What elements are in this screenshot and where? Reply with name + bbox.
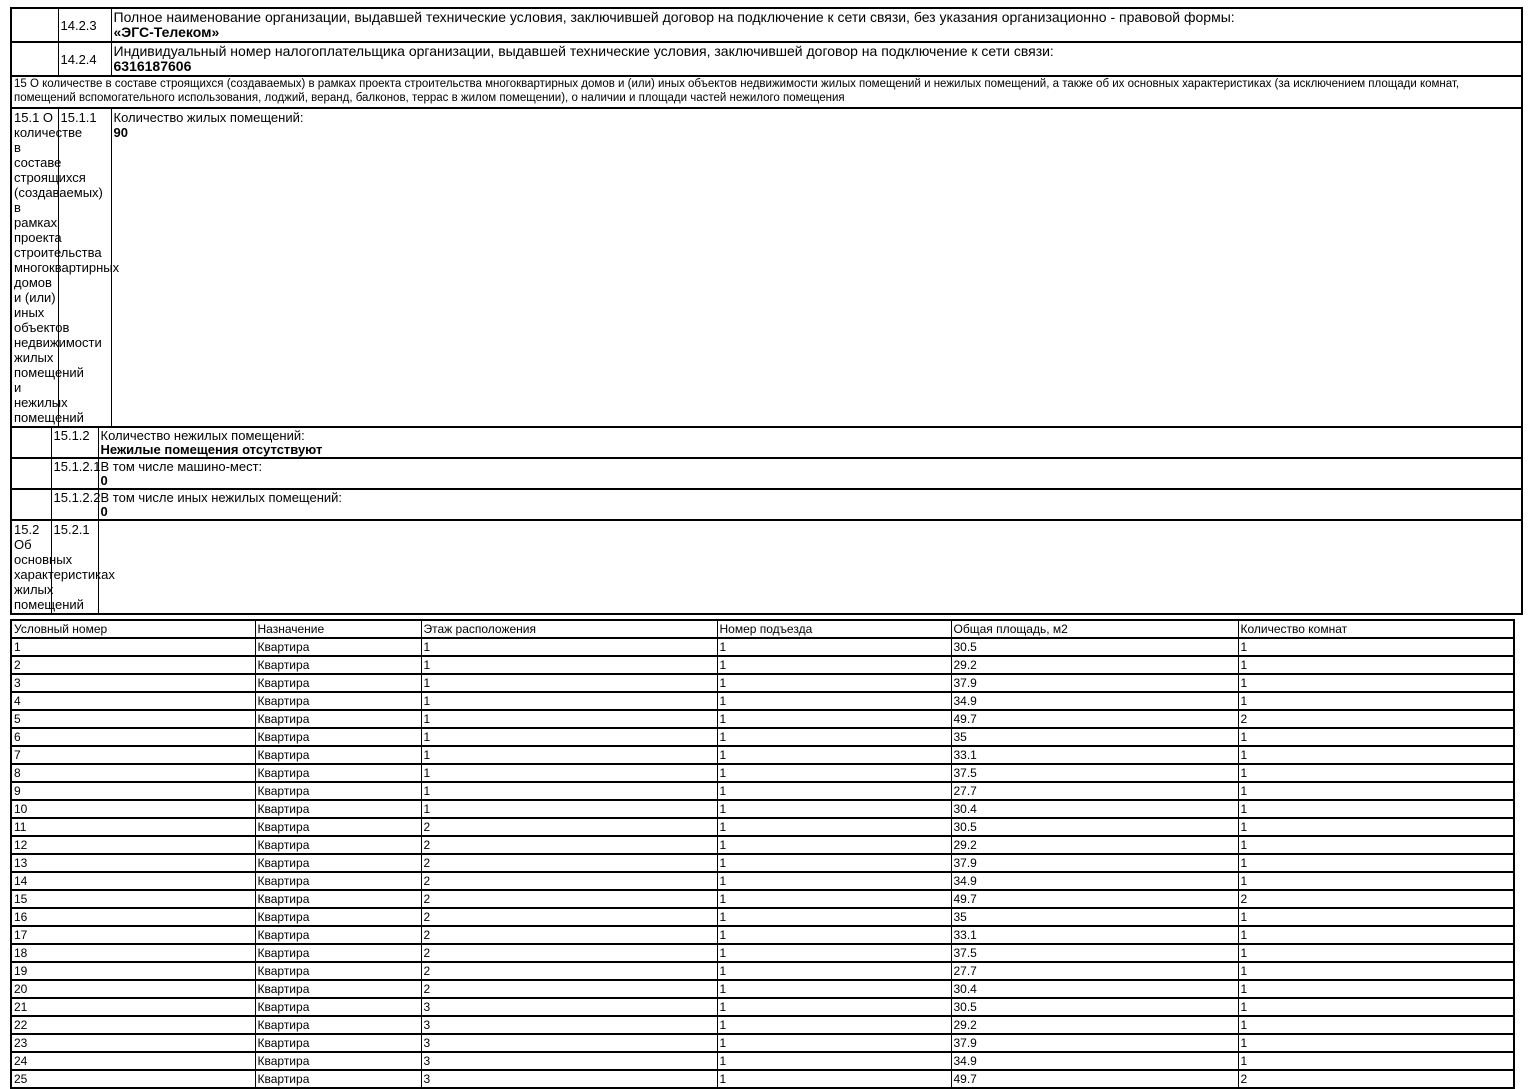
cell: 30.5 <box>951 998 1238 1016</box>
cell: 1 <box>717 710 951 728</box>
cell: 2 <box>421 890 717 908</box>
cell: 1 <box>717 674 951 692</box>
block-15-2-table <box>10 519 1523 615</box>
cell: Квартира <box>255 980 421 998</box>
cell: 16 <box>11 908 255 926</box>
indent-cell <box>11 42 58 76</box>
cell: 1 <box>1238 836 1514 854</box>
table-row <box>11 890 1514 908</box>
cell: 1 <box>717 656 951 674</box>
field-value: 0 <box>100 503 108 519</box>
cell: 1 <box>1238 872 1514 890</box>
cell: 2 <box>421 980 717 998</box>
cell: 2 <box>1238 890 1514 908</box>
indent-cell <box>11 489 51 520</box>
cell: 22 <box>11 1016 255 1034</box>
cell: 1 <box>717 782 951 800</box>
field-label: Индивидуальный номер налогоплательщика организации, выдавшей технические условия, заключившей договор на подключение к сети связи: <box>113 43 1054 59</box>
cell: 1 <box>717 1070 951 1088</box>
cell: 1 <box>1238 638 1514 656</box>
table-row <box>11 818 1514 836</box>
cell: 10 <box>11 800 255 818</box>
field-cell <box>111 42 1522 76</box>
field-label: Количество нежилых помещений: <box>100 428 305 443</box>
table-row-15-1-2-1 <box>11 458 1522 489</box>
cell: 1 <box>717 980 951 998</box>
cell: 37.9 <box>951 854 1238 872</box>
cell: 24 <box>11 1052 255 1070</box>
field-cell <box>98 458 1522 489</box>
cell: 8 <box>11 764 255 782</box>
section-15-heading: 15 О количестве в составе строящихся (создаваемых) в рамках проекта строительства многоквартирных домов и (или) иных объектов недвижимости жилых помещений и нежилых помещений, а также об их основных характеристиках (за исключением площади комнат, помещений вспомогательного использования, лоджий, веранд, балконов, террас в жилом помещении), о наличии и площади частей нежилого помещения <box>10 75 1523 109</box>
cell: 1 <box>1238 998 1514 1016</box>
cell: 37.5 <box>951 764 1238 782</box>
row-code: 15.1.2 <box>51 427 98 458</box>
cell: 1 <box>717 962 951 980</box>
cell: 29.2 <box>951 1016 1238 1034</box>
cell: 2 <box>421 836 717 854</box>
cell: 27.7 <box>951 962 1238 980</box>
table-row <box>11 692 1514 710</box>
cell: Квартира <box>255 1070 421 1088</box>
cell: 34.9 <box>951 692 1238 710</box>
cell: 1 <box>717 926 951 944</box>
table-row <box>11 764 1514 782</box>
cell: 1 <box>421 656 717 674</box>
cell: 1 <box>1238 908 1514 926</box>
table-row <box>11 944 1514 962</box>
table-row-15-1-2-2 <box>11 489 1522 520</box>
table-row <box>11 728 1514 746</box>
cell: 1 <box>421 728 717 746</box>
table-row <box>11 1052 1514 1070</box>
table-row <box>11 638 1514 656</box>
cell: 1 <box>717 728 951 746</box>
empty-content-cell <box>98 520 1522 614</box>
cell: 1 <box>717 872 951 890</box>
cell: 1 <box>1238 656 1514 674</box>
field-cell <box>111 108 1522 427</box>
table-row <box>11 1016 1514 1034</box>
cell: 37.9 <box>951 674 1238 692</box>
cell: 3 <box>421 1052 717 1070</box>
indent-cell <box>11 427 51 458</box>
cell: 2 <box>421 926 717 944</box>
table-row-15-1 <box>11 108 1522 427</box>
table-row <box>11 962 1514 980</box>
table-row <box>11 782 1514 800</box>
cell: 20 <box>11 980 255 998</box>
cell: Квартира <box>255 890 421 908</box>
cell: Квартира <box>255 944 421 962</box>
cell: 2 <box>11 656 255 674</box>
cell: 1 <box>1238 800 1514 818</box>
cell: 3 <box>421 1034 717 1052</box>
cell: 1 <box>717 998 951 1016</box>
table-row <box>11 854 1514 872</box>
cell: 1 <box>1238 854 1514 872</box>
table-row-14-2-4 <box>11 42 1522 76</box>
cell: 33.1 <box>951 746 1238 764</box>
cell: 1 <box>717 1052 951 1070</box>
cell: Квартира <box>255 728 421 746</box>
cell: 1 <box>1238 782 1514 800</box>
cell: 1 <box>717 908 951 926</box>
cell: 30.4 <box>951 800 1238 818</box>
field-value: 90 <box>113 125 128 140</box>
cell: Квартира <box>255 872 421 890</box>
row-code: 14.2.4 <box>58 42 111 76</box>
column-header: Условный номер <box>11 620 255 638</box>
column-header: Этаж расположения <box>421 620 717 638</box>
section-14-table <box>10 7 1523 77</box>
cell: 1 <box>717 638 951 656</box>
cell: 3 <box>11 674 255 692</box>
cell: 12 <box>11 836 255 854</box>
cell: Квартира <box>255 926 421 944</box>
cell: 1 <box>1238 674 1514 692</box>
column-header: Количество комнат <box>1238 620 1514 638</box>
cell: 2 <box>421 818 717 836</box>
table-row <box>11 836 1514 854</box>
cell: 15 <box>11 890 255 908</box>
cell: 34.9 <box>951 872 1238 890</box>
cell: 25 <box>11 1070 255 1088</box>
cell: 1 <box>421 710 717 728</box>
cell: 1 <box>421 746 717 764</box>
table-row <box>11 998 1514 1016</box>
field-value: 6316187606 <box>113 58 192 74</box>
cell: 1 <box>717 944 951 962</box>
field-label: В том числе иных нежилых помещений: <box>100 490 343 505</box>
cell: 3 <box>421 998 717 1016</box>
cell: 1 <box>717 890 951 908</box>
table-row <box>11 908 1514 926</box>
cell: Квартира <box>255 638 421 656</box>
cell: 1 <box>1238 1016 1514 1034</box>
field-label: Полное наименование организации, выдавшей технические условия, заключившей договор на подключение к сети связи, без указания организационно - правовой формы: <box>113 9 1235 25</box>
cell: 1 <box>717 746 951 764</box>
cell: 4 <box>11 692 255 710</box>
cell: 29.2 <box>951 656 1238 674</box>
cell: 27.7 <box>951 782 1238 800</box>
cell: Квартира <box>255 962 421 980</box>
cell: 1 <box>421 782 717 800</box>
cell: Квартира <box>255 908 421 926</box>
table-row <box>11 746 1514 764</box>
row-code: 14.2.3 <box>58 8 111 42</box>
row-code: 15.1.2.1 <box>51 458 98 489</box>
side-label: 15.1 О количестве в составе строящихся (создаваемых) в рамках проекта строительства многоквартирных домов и (или) иных объектов недвижимости жилых помещений и нежилых помещений <box>14 110 120 425</box>
cell: Квартира <box>255 710 421 728</box>
cell: 1 <box>717 818 951 836</box>
apartments-table <box>10 619 1515 1089</box>
table-row <box>11 1034 1514 1052</box>
cell: 1 <box>1238 728 1514 746</box>
block-15-1-table <box>10 107 1523 428</box>
cell: 21 <box>11 998 255 1016</box>
cell: Квартира <box>255 656 421 674</box>
cell: 2 <box>1238 710 1514 728</box>
cell: 29.2 <box>951 836 1238 854</box>
cell: Квартира <box>255 782 421 800</box>
table-row-14-2-3 <box>11 8 1522 42</box>
table-row <box>11 710 1514 728</box>
indent-cell <box>11 8 58 42</box>
cell: 11 <box>11 818 255 836</box>
cell: Квартира <box>255 818 421 836</box>
field-cell <box>98 489 1522 520</box>
column-header: Номер подъезда <box>717 620 951 638</box>
cell: Квартира <box>255 746 421 764</box>
cell: 1 <box>1238 1034 1514 1052</box>
cell: Квартира <box>255 854 421 872</box>
cell: 7 <box>11 746 255 764</box>
indent-cell <box>11 458 51 489</box>
block-15-1-2-table <box>10 426 1523 521</box>
cell: 1 <box>11 638 255 656</box>
column-header: Общая площадь, м2 <box>951 620 1238 638</box>
cell: 1 <box>1238 1052 1514 1070</box>
cell: Квартира <box>255 692 421 710</box>
column-header: Назначение <box>255 620 421 638</box>
cell: 1 <box>1238 692 1514 710</box>
table-row <box>11 980 1514 998</box>
cell: 1 <box>1238 818 1514 836</box>
cell: 1 <box>717 836 951 854</box>
cell: 49.7 <box>951 890 1238 908</box>
cell: 23 <box>11 1034 255 1052</box>
cell: 2 <box>421 944 717 962</box>
cell: 14 <box>11 872 255 890</box>
cell: 33.1 <box>951 926 1238 944</box>
table-row <box>11 1070 1514 1088</box>
apartments-header-row <box>11 620 1514 638</box>
cell: 1 <box>717 1034 951 1052</box>
cell: 2 <box>421 854 717 872</box>
table-row <box>11 872 1514 890</box>
cell: 1 <box>717 764 951 782</box>
field-value: 0 <box>100 472 108 488</box>
field-value: Нежилые помещения отсутствуют <box>100 441 323 457</box>
cell: 37.9 <box>951 1034 1238 1052</box>
cell: 17 <box>11 926 255 944</box>
cell: 13 <box>11 854 255 872</box>
table-row <box>11 674 1514 692</box>
field-value: «ЭГС-Телеком» <box>113 24 220 40</box>
table-row <box>11 800 1514 818</box>
cell: 3 <box>421 1016 717 1034</box>
cell: Квартира <box>255 998 421 1016</box>
cell: 35 <box>951 908 1238 926</box>
cell: 2 <box>421 872 717 890</box>
cell: 1 <box>717 854 951 872</box>
cell: 1 <box>421 692 717 710</box>
cell: 1 <box>1238 746 1514 764</box>
cell: Квартира <box>255 800 421 818</box>
cell: 6 <box>11 728 255 746</box>
cell: 37.5 <box>951 944 1238 962</box>
row-code: 15.1.2.2 <box>51 489 98 520</box>
row-code: 15.2.1 <box>51 520 98 614</box>
cell: 1 <box>421 638 717 656</box>
field-label: В том числе машино-мест: <box>100 459 263 474</box>
cell: 3 <box>421 1070 717 1088</box>
side-label: 15.2 Об основных характеристиках жилых помещений <box>14 522 115 612</box>
cell: 9 <box>11 782 255 800</box>
cell: 1 <box>1238 962 1514 980</box>
cell: 1 <box>717 692 951 710</box>
cell: 49.7 <box>951 1070 1238 1088</box>
cell: 5 <box>11 710 255 728</box>
cell: 1 <box>421 764 717 782</box>
cell: Квартира <box>255 836 421 854</box>
cell: 49.7 <box>951 710 1238 728</box>
cell: 1 <box>421 674 717 692</box>
cell: Квартира <box>255 1034 421 1052</box>
row-code: 15.1.1 <box>58 108 111 427</box>
table-row-15-1-2 <box>11 427 1522 458</box>
cell: 1 <box>717 1016 951 1034</box>
cell: Квартира <box>255 764 421 782</box>
cell: 1 <box>1238 944 1514 962</box>
cell: 2 <box>421 908 717 926</box>
table-row <box>11 656 1514 674</box>
cell: 1 <box>1238 926 1514 944</box>
cell: 1 <box>717 800 951 818</box>
cell: 1 <box>421 800 717 818</box>
cell: 2 <box>1238 1070 1514 1088</box>
cell: 1 <box>1238 980 1514 998</box>
cell: 30.5 <box>951 638 1238 656</box>
cell: 19 <box>11 962 255 980</box>
cell: 30.5 <box>951 818 1238 836</box>
cell: 1 <box>1238 764 1514 782</box>
cell: Квартира <box>255 1052 421 1070</box>
field-label: Количество жилых помещений: <box>113 110 304 125</box>
cell: Квартира <box>255 1016 421 1034</box>
cell: Квартира <box>255 674 421 692</box>
cell: 35 <box>951 728 1238 746</box>
table-row-15-2 <box>11 520 1522 614</box>
cell: 30.4 <box>951 980 1238 998</box>
cell: 34.9 <box>951 1052 1238 1070</box>
cell: 2 <box>421 962 717 980</box>
field-cell <box>98 427 1522 458</box>
cell: 18 <box>11 944 255 962</box>
field-cell <box>111 8 1522 42</box>
table-row <box>11 926 1514 944</box>
